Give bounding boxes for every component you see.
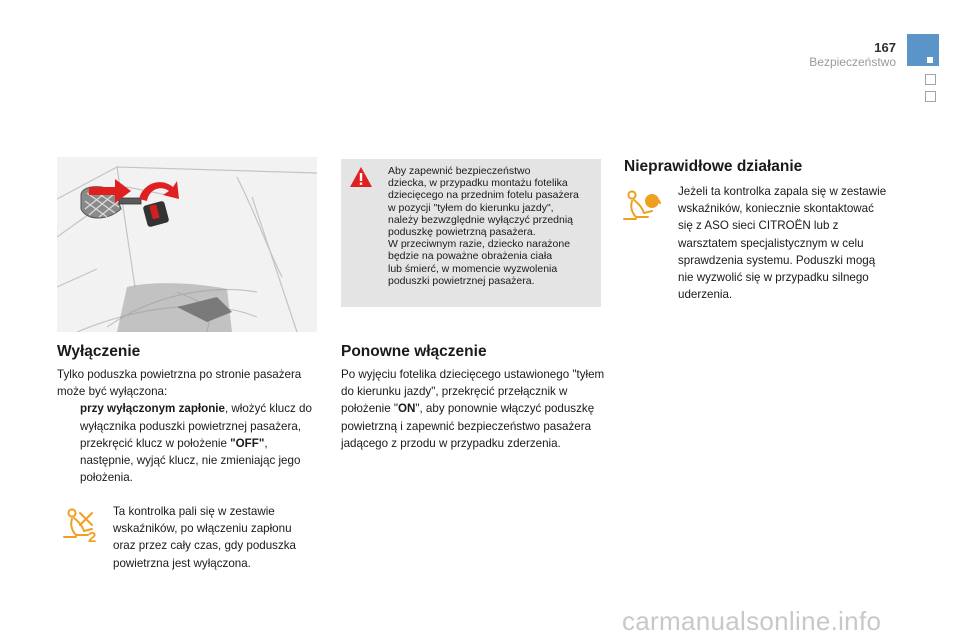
deactivation-step-3-text: następnie, wyjąć klucz, nie zmieniając jego położenia.	[80, 454, 301, 485]
deactivation-step-1-bold: przy wyłączonym zapłonie	[80, 402, 225, 416]
off-position-label: "OFF"	[230, 436, 265, 450]
reactivation-text-start: Po wyjęciu fotelika dziecięcego ustawionego "tyłem do kierunku jazdy", przekręcić przełącznik w położenie "	[341, 368, 605, 416]
deactivation-step-2	[57, 435, 322, 452]
section-tab-marker	[927, 57, 933, 63]
deactivation-step-1	[57, 400, 322, 434]
section-tab-empty-1	[925, 74, 936, 85]
reactivation-text	[341, 366, 606, 452]
page-number: 167	[874, 40, 896, 55]
section-tab	[907, 34, 939, 66]
deactivation-step-2-end: ,	[264, 436, 268, 450]
lamp-icon-digit: 2	[88, 529, 97, 543]
deactivation-step-3	[57, 452, 322, 486]
deactivation-step-1-text: , włożyć klucz do wyłącznika poduszki powietrznej pasażera,	[80, 402, 312, 433]
deactivation-body	[57, 366, 322, 486]
airbag-off-lamp-icon	[62, 507, 102, 543]
deactivation-intro: Tylko poduszka powietrzna po stronie pasażera może być wyłączona:	[57, 368, 302, 399]
safety-warning-text: Aby zapewnić bezpieczeństwo dziecka, w przypadku montażu fotelika dziecięcego na przednim fotelu pasażera w pozycji "tyłem do kierunku jazdy", należy bezwzględnie wyłączyć przednią poduszkę powietrzną pasażera. W przeciwnym razie, dziecko narażone będzie na poważne obrażenia ciała lub śmierć, w momencie wyzwolenia poduszki powietrznej pasażera.	[388, 165, 579, 287]
warning-triangle-icon	[349, 166, 373, 188]
watermark: carmanualsonline.info	[622, 606, 882, 636]
reactivation-text-end: ", aby ponownie włączyć poduszkę powietrzną i zapewnić bezpieczeństwo pasażera jadącego z przodu w przypadku zderzenia.	[341, 402, 595, 450]
lamp-note-text: Ta kontrolka pali się w zestawie wskaźników, po włączeniu zapłonu oraz przez cały czas, gdy poduszka powietrzna jest wyłączona.	[113, 505, 297, 570]
deactivation-heading: Wyłączenie	[57, 343, 141, 360]
malfunction-heading: Nieprawidłowe działanie	[624, 158, 803, 175]
section-tab-empty-2	[925, 91, 936, 102]
on-position-label: ON	[397, 402, 416, 416]
airbag-switch-illustration	[57, 157, 317, 332]
deactivation-step-2-text: przekręcić klucz w położenie	[80, 436, 231, 450]
malfunction-text: Jeżeli ta kontrolka zapala się w zestawie wskaźników, koniecznie skontaktować się z ASO sieci CITROËN lub z warsztatem specjalistycznym w celu sprawdzenia systemu. Poduszki mogą nie wyzwolić się w przypadku silnego uderzenia.	[678, 185, 887, 302]
reactivation-heading: Ponowne włączenie	[341, 343, 487, 360]
airbag-switch-drawing	[57, 157, 317, 332]
airbag-warning-lamp-icon	[622, 189, 662, 221]
section-title: Bezpieczeństwo	[809, 55, 896, 69]
